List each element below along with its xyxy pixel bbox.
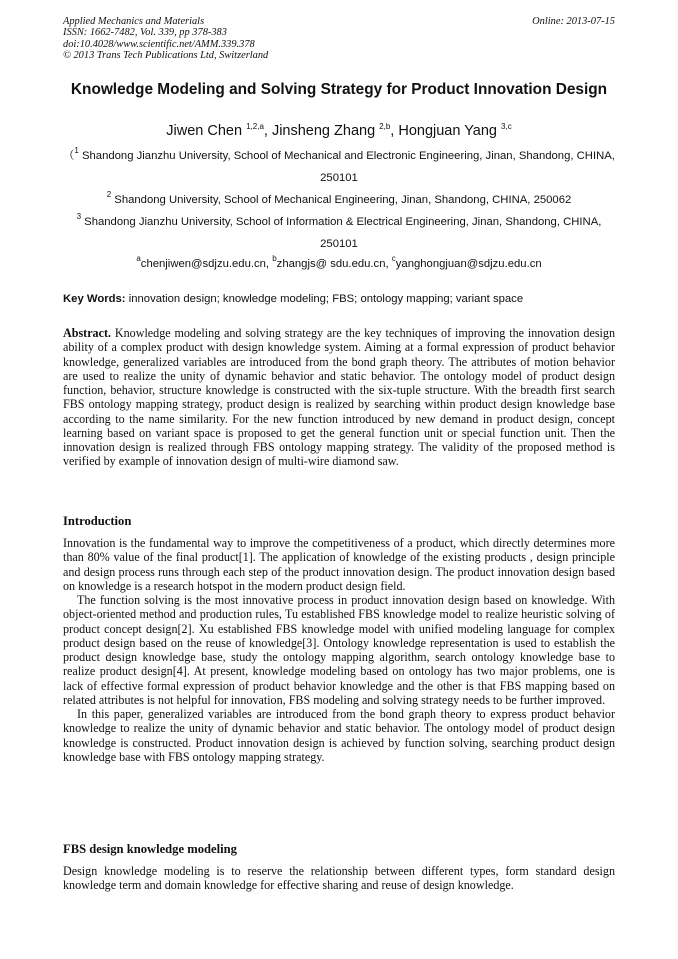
introduction-body xyxy=(63,536,615,764)
fbs-section-heading: FBS design knowledge modeling xyxy=(63,842,237,856)
email-mark: c xyxy=(391,254,396,263)
keywords xyxy=(63,291,615,307)
keywords-label: Key Words: xyxy=(63,293,126,305)
affiliation-bracket: （ xyxy=(63,150,75,162)
online-date: Online: 2013-07-15 xyxy=(532,16,615,27)
issn-line: ISSN: 1662-7482, Vol. 339, pp 378-383 xyxy=(63,27,227,39)
affiliation-number: 3 xyxy=(76,212,82,221)
introduction-paragraph: In this paper, generalized variables are introduced from the bond graph theory to express product behavior knowledge to realize the unity of dynamic behavior and static behavior. The ontology model of product design knowledge is constructed. Product innovation design is achieved by function solving, searching product design knowledge base with FBS ontology mapping strategy. xyxy=(63,707,615,764)
introduction-paragraph: The function solving is the most innovative process in product innovation design based on knowledge. With object-oriented method and production rules, Tu established FBS knowledge model to realize heuristic solving of product concept design[2]. Xu established FBS knowledge model with unified modeling language for complex product design based on the reuse of knowledge[3]. Ontology knowledge representation is used to establish the product design knowledge base, study the ontology mapping algorithm, search ontology knowledge base to realize product design[4]. At present, knowledge modeling based on ontology has two major problems, one is lack of effective formal expression of product behavior knowledge and the other is that FBS mapping based on related attributes is not helpful for innovation, FBS modeling and solving strategy needs to be further improved. xyxy=(63,593,615,707)
affiliation-1 xyxy=(63,146,615,189)
author-affiliation-mark: 2,b xyxy=(379,122,391,131)
introduction-heading: Introduction xyxy=(63,514,132,528)
author-name: Jiwen Chen xyxy=(166,123,243,139)
affiliation-number: 2 xyxy=(106,190,112,199)
author-list: Jiwen Chen $^{1,2,a}$, Jinsheng Zhang $^{2,b}$, Hongjuan Yang $^{3,c}$ xyxy=(166,122,512,139)
journal-header xyxy=(63,16,268,61)
affiliation-text: Shandong University, School of Mechanical Engineering, Jinan, Shandong, CHINA, 250062 xyxy=(111,194,572,206)
email-text: zhangjs@ sdu.edu.cn, xyxy=(276,258,392,270)
abstract-paragraph xyxy=(63,326,615,469)
journal-name: Applied Mechanics and Materials xyxy=(63,16,205,27)
author-name: Jinsheng Zhang xyxy=(271,123,376,139)
copyright-line: © 2013 Trans Tech Publications Ltd, Switzerland xyxy=(63,49,269,61)
email-mark: a xyxy=(136,254,141,263)
doi-line: doi:10.4028/www.scientific.net/AMM.339.378 xyxy=(63,38,255,50)
abstract xyxy=(63,326,615,469)
affiliation-text: Shandong Jianzhu University, School of Information & Electrical Engineering, Jinan, Shandong, CHINA, 250101 xyxy=(81,216,602,250)
abstract-label: Abstract. xyxy=(63,326,112,340)
fbs-section-body xyxy=(63,864,615,893)
email-text: yanghongjuan@sdjzu.edu.cn xyxy=(395,258,542,270)
keywords-text: innovation design; knowledge modeling; FBS; ontology mapping; variant space xyxy=(125,293,524,305)
abstract-text: Knowledge modeling and solving strategy are the key techniques of improving the innovation design ability of a complex product with design knowledge system. Aiming at a formal expression of product behavior knowledge, generalized variables are introduced from the bond graph theory. The attributes of motion behavior are used to realize the unity of dynamic behavior and static behavior. The ontology model of product design function, behavior, structure knowledge is constructed with the six-tuple structure. With the breadth first search FBS ontology mapping strategy, product design is realized by searching within product design knowledge base according to the name similarity. For the new function introduced by new demand in product design, concept learning based on variant space is proposed to get the general function unit or special function unit. Then the innovation design is realized through FBS ontology mapping strategy. The validity of the proposed method is verified by example of innovation design of multi-wire diamond saw. xyxy=(63,326,615,469)
affiliation-2 xyxy=(63,190,615,212)
author-name: Hongjuan Yang xyxy=(398,123,497,139)
author-affiliation-mark: 3,c xyxy=(501,122,512,131)
affiliation-number: 1 xyxy=(74,146,79,155)
introduction-paragraph: Innovation is the fundamental way to improve the competitiveness of a product, which directly determines more than 80% value of the final product[1]. The application of knowledge of the existing products , design principle and design process runs through each step of the product innovation design. The product innovation design based on knowledge is a research hotspot in the modern product design field. xyxy=(63,536,615,593)
affiliation-3 xyxy=(63,212,615,255)
author-affiliation-mark: 1,2,a xyxy=(246,122,264,131)
paper-title: Knowledge Modeling and Solving Strategy for Product Innovation Design xyxy=(70,81,608,98)
email-list xyxy=(63,255,615,273)
affiliation-text: Shandong Jianzhu University, School of Mechanical and Electronic Engineering, Jinan, Shandong, CHINA, 250101 xyxy=(78,150,615,184)
email-mark: b xyxy=(272,254,277,263)
fbs-paragraph: Design knowledge modeling is to reserve the relationship between different types, form standard design knowledge term and domain knowledge for effective sharing and reuse of design knowledge. xyxy=(63,864,615,893)
email-text: chenjiwen@sdjzu.edu.cn, xyxy=(140,258,273,270)
